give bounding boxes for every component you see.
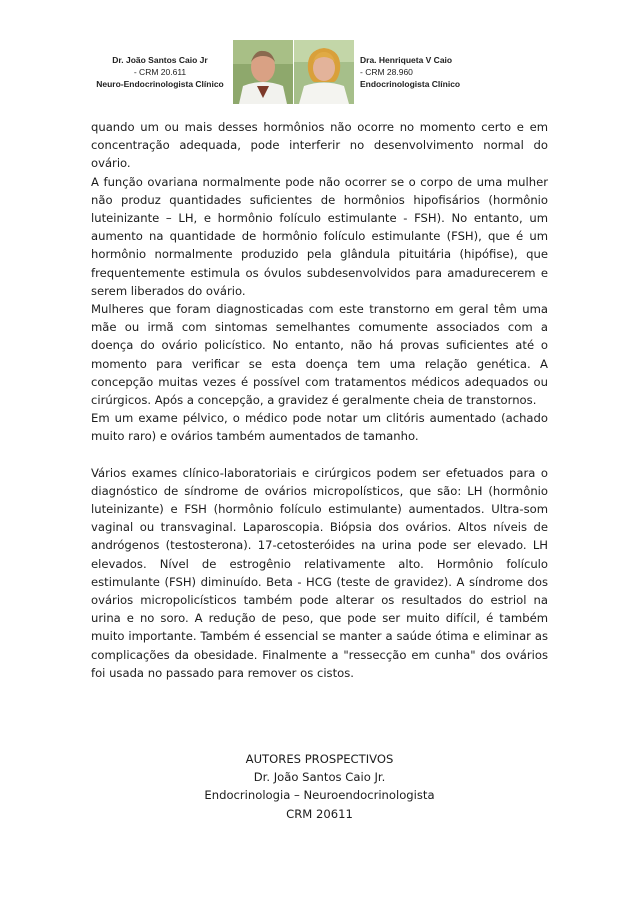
paragraph: Vários exames clínico-laboratoriais e cirúrgicos podem ser efetuados para o diagnóstico de síndrome de ovários micropolísticos, que são: LH (hormônio luteinizante) e FSH (hormônio folículo estimulante) aumentados. Ultra-som vaginal ou transvaginal. Laparoscopia. Biópsia dos ovários. Altos níveis de andrógenos (testosterona). 17-cetosteróides na urina pode ser elevado. LH elevados. Nível de estrogênio relativamente alto. Hormônio folículo estimulante (FSH) diminuído. Beta - HCG (teste de gravidez). A síndrome dos ovários micropolicísticos também pode alterar os resultados do estriol na urina e no soro. A redução de peso, que pode ser muito difícil, é também muito importante. Também é essencial se manter a saúde ótima e eliminar as complicações da obesidade. Finalmente a "ressecção em cunha" dos ovários foi usada no passado para remover os cistos. bbox=[91, 465, 548, 680]
doctor-right-info bbox=[360, 54, 510, 90]
authors-block bbox=[91, 750, 548, 823]
doctor-left-photo bbox=[233, 40, 293, 104]
doctor-right-crm: - CRM 28.960 bbox=[360, 67, 413, 77]
author-name: Dr. João Santos Caio Jr. bbox=[253, 770, 386, 785]
author-crm: CRM 20611 bbox=[286, 806, 353, 821]
doctor-right-specialty: Endocrinologista Clínico bbox=[360, 79, 461, 89]
page-header bbox=[0, 0, 638, 110]
doctor-left-info bbox=[80, 54, 240, 90]
paragraph: A função ovariana normalmente pode não ocorrer se o corpo de uma mulher não produz quantidades suficientes de hormônios hipofisários (hormônio luteinizante – LH, e hormônio folículo estimulante - FSH). No entanto, um aumento na quantidade de hormônio folículo estimulante (FSH), que é um hormônio normalmente produzido pela glândula pituitária (hipófise), que frequentemente estimula os óvulos subdesenvolvidos para amadurecerem e serem liberados do ovário. bbox=[91, 174, 548, 298]
doctor-left-crm: - CRM 20.611 bbox=[133, 67, 187, 77]
paragraph: Em um exame pélvico, o médico pode notar um clitóris aumentado (achado muito raro) e ovários também aumentados de tamanho. bbox=[91, 411, 548, 444]
article-body bbox=[91, 118, 548, 682]
author-specialty: Endocrinologia – Neuroendocrinologista bbox=[204, 788, 435, 803]
doctor-right-photo bbox=[294, 40, 354, 104]
paragraph: quando um ou mais desses hormônios não ocorre no momento certo e em concentração adequada, pode interferir no desenvolvimento normal do ovário. bbox=[91, 120, 548, 171]
authors-heading: AUTORES PROSPECTIVOS bbox=[245, 752, 394, 766]
doctor-right-name: Dra. Henriqueta V Caio bbox=[360, 55, 453, 65]
paragraph: Mulheres que foram diagnosticadas com este transtorno em geral têm uma mãe ou irmã com sintomas semelhantes comumente associados com a doença do ovário policístico. No entanto, não há provas suficientes até o momento para verificar se esta doença tem uma relação genética. A concepção muitas vezes é possível com tratamentos médicos adequados ou cirúrgicos. Após a concepção, a gravidez é geralmente cheia de transtornos. bbox=[91, 302, 548, 408]
doctor-left-specialty: Neuro-Endocrinologista Clínico bbox=[96, 79, 224, 89]
doctor-left-name: Dr. João Santos Caio Jr bbox=[112, 55, 208, 65]
